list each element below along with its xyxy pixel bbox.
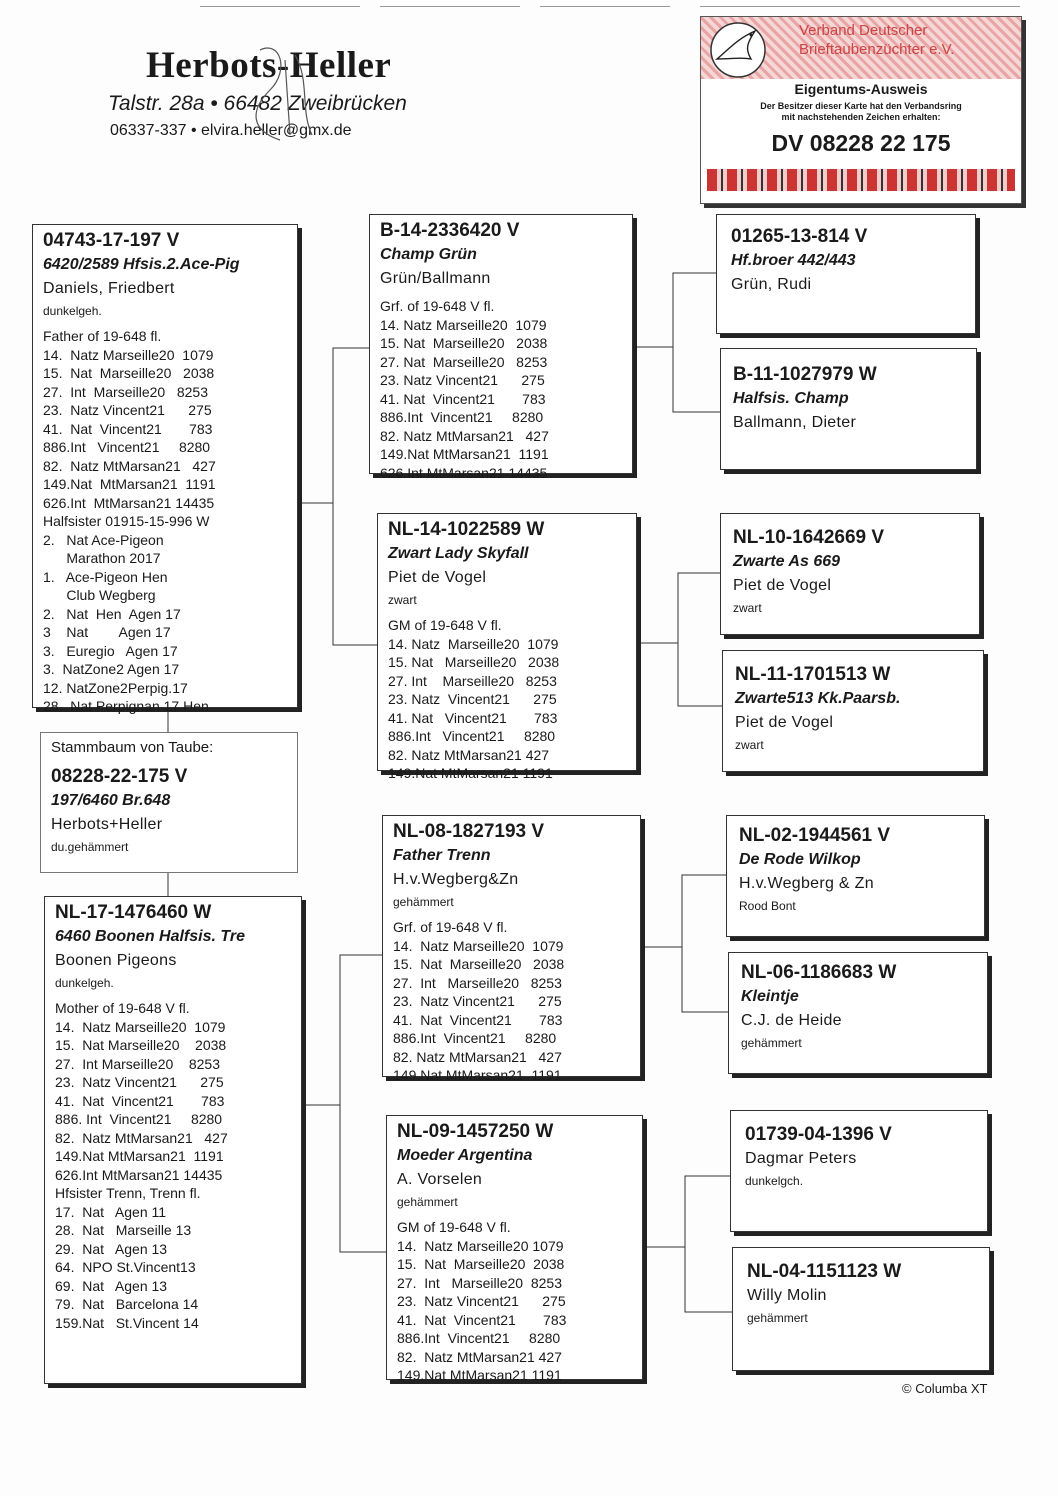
ring-number: NL-10-1642669 V bbox=[733, 527, 885, 548]
breeder: A. Vorselen bbox=[397, 1171, 483, 1188]
ring-number: NL-09-1457250 W bbox=[397, 1121, 554, 1142]
pigeon-card-subject bbox=[40, 732, 298, 873]
result-line: 886.Int Vincent21 8280 bbox=[393, 1030, 557, 1046]
result-line: 82. Natz MtMarsan21 427 bbox=[380, 427, 549, 444]
ring-number: NL-04-1151123 W bbox=[747, 1261, 902, 1282]
plumage-color: zwart bbox=[388, 593, 417, 607]
breeder: Grün, Rudi bbox=[731, 276, 812, 293]
result-line: 23. Natz Vincent21 275 bbox=[380, 372, 545, 388]
ring-number: B-14-2336420 V bbox=[380, 220, 520, 241]
pigeon-card-ff-father bbox=[716, 214, 976, 334]
pigeon-name: De Rode Wilkop bbox=[739, 851, 861, 868]
result-line: Mother of 19-648 V fl. bbox=[55, 1000, 190, 1016]
result-line: 14. Natz Marseille20 1079 bbox=[397, 1237, 564, 1254]
result-line: 27. Int Marseille20 8253 bbox=[393, 974, 562, 991]
pigeon-card-ff-mother bbox=[720, 348, 977, 470]
result-line: 27. Int Marseille20 8253 bbox=[43, 383, 208, 400]
pigeon-card-paternal-grandmother bbox=[377, 513, 637, 781]
result-line: 41. Nat Vincent21 783 bbox=[380, 390, 546, 407]
result-line: 149.Nat MtMarsan21 1191 bbox=[388, 765, 553, 781]
ring-number: NL-08-1827193 V bbox=[393, 821, 545, 842]
pigeon-name: Zwarte513 Kk.Paarsb. bbox=[735, 690, 901, 707]
result-line: 69. Nat Agen 13 bbox=[55, 1277, 168, 1294]
ring-number: NL-06-1186683 W bbox=[741, 962, 897, 983]
result-line: Halfsister 01915-15-996 W bbox=[43, 513, 210, 529]
pigeon-name: Father Trenn bbox=[393, 847, 491, 864]
result-line: GM of 19-648 V fl. bbox=[397, 1219, 511, 1235]
result-line: 3. NatZone2 Agen 17 bbox=[43, 661, 180, 677]
card-note-line1: Der Besitzer dieser Karte hat den Verbandsring bbox=[760, 101, 962, 111]
result-line: 23. Natz Vincent21 275 bbox=[397, 1293, 566, 1309]
result-line: 1. Ace-Pigeon Hen bbox=[43, 568, 168, 585]
ring-number: 01739-04-1396 V bbox=[745, 1124, 892, 1145]
breeder: Piet de Vogel bbox=[735, 714, 834, 731]
pigeon-name: Halfsis. Champ bbox=[733, 390, 849, 407]
result-line: 886.Int Vincent21 8280 bbox=[397, 1330, 561, 1346]
pigeon-name: 6420/2589 Hfsis.2.Ace-Pig bbox=[43, 256, 240, 273]
ring-number: NL-14-1022589 W bbox=[388, 519, 545, 540]
breeder: Piet de Vogel bbox=[733, 577, 832, 594]
plumage-color: Rood Bont bbox=[739, 899, 796, 913]
result-line: 82. Natz MtMarsan21 427 bbox=[55, 1129, 228, 1146]
ring-number: B-11-1027979 W bbox=[733, 364, 877, 385]
result-line: 886.Int Vincent21 8280 bbox=[380, 409, 544, 425]
connector bbox=[298, 348, 369, 503]
pigeon-card-father bbox=[32, 224, 298, 714]
connector bbox=[302, 955, 382, 1105]
result-line: Grf. of 19-648 V fl. bbox=[393, 919, 508, 935]
breeder: H.v.Wegberg & Zn bbox=[739, 875, 874, 892]
ring-number: 08228-22-175 V bbox=[51, 766, 188, 787]
connector bbox=[333, 503, 377, 645]
card-ring-number: DV 08228 22 175 bbox=[771, 130, 951, 156]
result-line: 3 Nat Agen 17 bbox=[43, 624, 171, 640]
pigeon-card-paternal-grandfather bbox=[369, 214, 633, 481]
result-line: Club Wegberg bbox=[43, 587, 156, 603]
breeder: Dagmar Peters bbox=[745, 1150, 857, 1167]
result-line: 149.Nat MtMarsan21 1191 bbox=[397, 1367, 562, 1383]
copyright-footer: © Columba XT bbox=[902, 1381, 988, 1396]
result-line: 29. Nat Agen 13 bbox=[55, 1240, 168, 1257]
pigeon-card-maternal-grandmother bbox=[386, 1115, 643, 1383]
result-line: 27. Int Marseille20 8253 bbox=[397, 1274, 562, 1291]
plumage-color: gehämmert bbox=[397, 1195, 458, 1209]
result-line: 2. Nat Hen Agen 17 bbox=[43, 605, 181, 622]
pigeon-card-mf-father bbox=[726, 815, 985, 937]
result-line: 82. Natz MtMarsan21 427 bbox=[397, 1348, 562, 1365]
result-line: 14. Natz Marseille20 1079 bbox=[393, 937, 564, 954]
result-line: 626.Int MtMarsan21 14435 bbox=[43, 494, 215, 511]
result-line: 23. Natz Vincent21 275 bbox=[393, 993, 562, 1009]
result-line: 626.Int MtMarsan21 14435 bbox=[55, 1166, 223, 1183]
result-line: Marathon 2017 bbox=[43, 550, 161, 566]
breeder: Grün/Ballmann bbox=[380, 270, 491, 287]
breeder: Willy Molin bbox=[747, 1287, 827, 1304]
connector bbox=[633, 273, 716, 347]
ring-number: 04743-17-197 V bbox=[43, 230, 180, 251]
connector bbox=[340, 1105, 390, 1252]
result-line: GM of 19-648 V fl. bbox=[388, 617, 502, 633]
pigeon-name: Zwart Lady Skyfall bbox=[388, 545, 529, 562]
plumage-color: zwart bbox=[733, 601, 762, 615]
result-line: 149.Nat MtMarsan21 1191 bbox=[393, 1067, 562, 1083]
plumage-color: dunkelgch. bbox=[745, 1174, 804, 1188]
pigeon-card-mm-father bbox=[730, 1110, 988, 1232]
pigeon-card-mf-mother bbox=[728, 952, 988, 1074]
pigeon-card-mm-mother bbox=[732, 1247, 990, 1371]
ring-number: NL-02-1944561 V bbox=[739, 825, 891, 846]
breeder-contact: 06337-337 • elvira.heller@gmx.de bbox=[110, 122, 352, 139]
breeder: Ballmann, Dieter bbox=[733, 414, 857, 431]
result-line: 159.Nat St.Vincent 14 bbox=[55, 1314, 199, 1331]
connector bbox=[682, 947, 728, 1012]
ring-number: NL-11-1701513 W bbox=[735, 664, 891, 685]
ring-number: NL-17-1476460 W bbox=[55, 902, 212, 923]
card-title: Eigentums-Ausweis bbox=[794, 81, 928, 97]
result-line: 15. Nat Marseille20 2038 bbox=[43, 365, 215, 381]
breeder: H.v.Wegberg&Zn bbox=[393, 871, 519, 888]
result-line: 27. Nat Marseille20 8253 bbox=[380, 353, 548, 370]
breeder: Boonen Pigeons bbox=[55, 952, 177, 969]
result-line: 82. Natz MtMarsan21 427 bbox=[43, 457, 216, 474]
pigeon-name: 6460 Boonen Halfsis. Tre bbox=[55, 928, 245, 945]
result-line: Father of 19-648 fl. bbox=[43, 328, 162, 344]
result-line: 28. Nat Marseille 13 bbox=[55, 1222, 192, 1238]
result-line: 15. Nat Marseille20 2038 bbox=[393, 956, 565, 972]
result-line: 15. Nat Marseille20 2038 bbox=[388, 654, 560, 670]
result-line: 886.Int Vincent21 8280 bbox=[388, 728, 556, 744]
plumage-color: zwart bbox=[735, 738, 764, 752]
pigeon-name: Kleintje bbox=[741, 988, 799, 1005]
pigeon-name: Moeder Argentina bbox=[397, 1147, 533, 1164]
result-line: 64. NPO St.Vincent13 bbox=[55, 1259, 196, 1275]
connector bbox=[641, 875, 726, 947]
result-line: 149.Nat MtMarsan21 1191 bbox=[55, 1148, 224, 1164]
result-line: 41. Nat Vincent21 783 bbox=[43, 420, 213, 437]
result-line: 41. Nat Vincent21 783 bbox=[393, 1011, 563, 1028]
plumage-color: dunkelgeh. bbox=[55, 976, 114, 990]
result-line: 14. Natz Marseille20 1079 bbox=[388, 635, 559, 652]
result-line: 626.Int MtMarsan21 14435 bbox=[380, 464, 548, 481]
breeder-address: Talstr. 28a • 66482 Zweibrücken bbox=[108, 92, 407, 115]
pigeon-card-mother bbox=[44, 896, 302, 1384]
result-line: 82. Natz MtMarsan21 427 bbox=[388, 746, 550, 763]
result-line: 41. Nat Vincent21 783 bbox=[388, 709, 558, 726]
connector bbox=[685, 1247, 732, 1312]
result-line: 41. Nat Vincent21 783 bbox=[55, 1092, 225, 1109]
result-line: 14. Natz Marseille20 1079 bbox=[380, 316, 547, 333]
card-note-line2: mit nachstehenden Zeichen erhalten: bbox=[781, 112, 941, 122]
result-line: 27. Int Marseille20 8253 bbox=[388, 672, 557, 689]
result-line: 15. Nat Marseille20 2038 bbox=[55, 1037, 227, 1053]
connector bbox=[678, 643, 722, 706]
result-line: 14. Natz Marseille20 1079 bbox=[55, 1018, 226, 1035]
card-organization-line2: Brieftaubenzüchter e.V. bbox=[799, 41, 955, 58]
result-line: 15. Nat Marseille20 2038 bbox=[380, 335, 548, 351]
result-line: 3. Euregio Agen 17 bbox=[43, 642, 178, 659]
pigeon-name: Hf.broer 442/443 bbox=[731, 252, 856, 269]
result-line: 28. Nat Perpignan 17 Hen bbox=[43, 698, 209, 714]
result-line: 886. Int Vincent21 8280 bbox=[55, 1111, 223, 1127]
plumage-color: du.gehämmert bbox=[51, 840, 129, 854]
result-line: 17. Nat Agen 11 bbox=[55, 1203, 167, 1220]
result-line: Grf. of 19-648 V fl. bbox=[380, 298, 495, 314]
result-line: 12. NatZone2Perpig.17 bbox=[43, 679, 188, 696]
pigeon-card-fm-mother bbox=[722, 650, 984, 772]
pigeon-name: 197/6460 Br.648 bbox=[51, 792, 171, 809]
pigeon-card-fm-father bbox=[720, 513, 980, 635]
result-line: 82. Natz MtMarsan21 427 bbox=[393, 1048, 562, 1065]
result-line: 79. Nat Barcelona 14 bbox=[55, 1296, 199, 1312]
card-organization-line1: Verband Deutscher bbox=[799, 22, 928, 39]
result-line: 27. Int Marseille20 8253 bbox=[55, 1055, 220, 1072]
result-line: 149.Nat MtMarsan21 1191 bbox=[380, 446, 549, 462]
breeder: Piet de Vogel bbox=[388, 569, 487, 586]
pedigree-label: Stammbaum von Taube: bbox=[51, 739, 214, 756]
result-line: 14. Natz Marseille20 1079 bbox=[43, 346, 214, 363]
breeder-name: Herbots-Heller bbox=[146, 45, 392, 86]
connector bbox=[637, 573, 720, 643]
pigeon-card-maternal-grandfather bbox=[382, 815, 641, 1083]
pigeon-name: Zwarte As 669 bbox=[733, 553, 841, 570]
connector bbox=[673, 347, 720, 412]
breeder: Herbots+Heller bbox=[51, 816, 163, 833]
connector bbox=[643, 1176, 730, 1247]
pigeon-name: Champ Grün bbox=[380, 246, 477, 263]
plumage-color: dunkelgeh. bbox=[43, 304, 102, 318]
result-line: 2. Nat Ace-Pigeon bbox=[43, 531, 164, 548]
plumage-color: gehämmert bbox=[747, 1311, 808, 1325]
result-line: 23. Natz Vincent21 275 bbox=[43, 402, 212, 418]
plumage-color: gehämmert bbox=[393, 895, 454, 909]
result-line: 23. Natz Vincent21 275 bbox=[388, 691, 557, 707]
breeder: Daniels, Friedbert bbox=[43, 280, 175, 297]
result-line: Hfsister Trenn, Trenn fl. bbox=[55, 1185, 201, 1201]
breeder: C.J. de Heide bbox=[741, 1012, 842, 1029]
plumage-color: gehämmert bbox=[741, 1036, 802, 1050]
result-line: 23. Natz Vincent21 275 bbox=[55, 1074, 224, 1090]
ring-number: 01265-13-814 V bbox=[731, 226, 868, 247]
result-line: 15. Nat Marseille20 2038 bbox=[397, 1256, 565, 1272]
result-line: 149.Nat MtMarsan21 1191 bbox=[43, 476, 216, 492]
result-line: 41. Nat Vincent21 783 bbox=[397, 1311, 567, 1328]
result-line: 886.Int Vincent21 8280 bbox=[43, 439, 211, 455]
